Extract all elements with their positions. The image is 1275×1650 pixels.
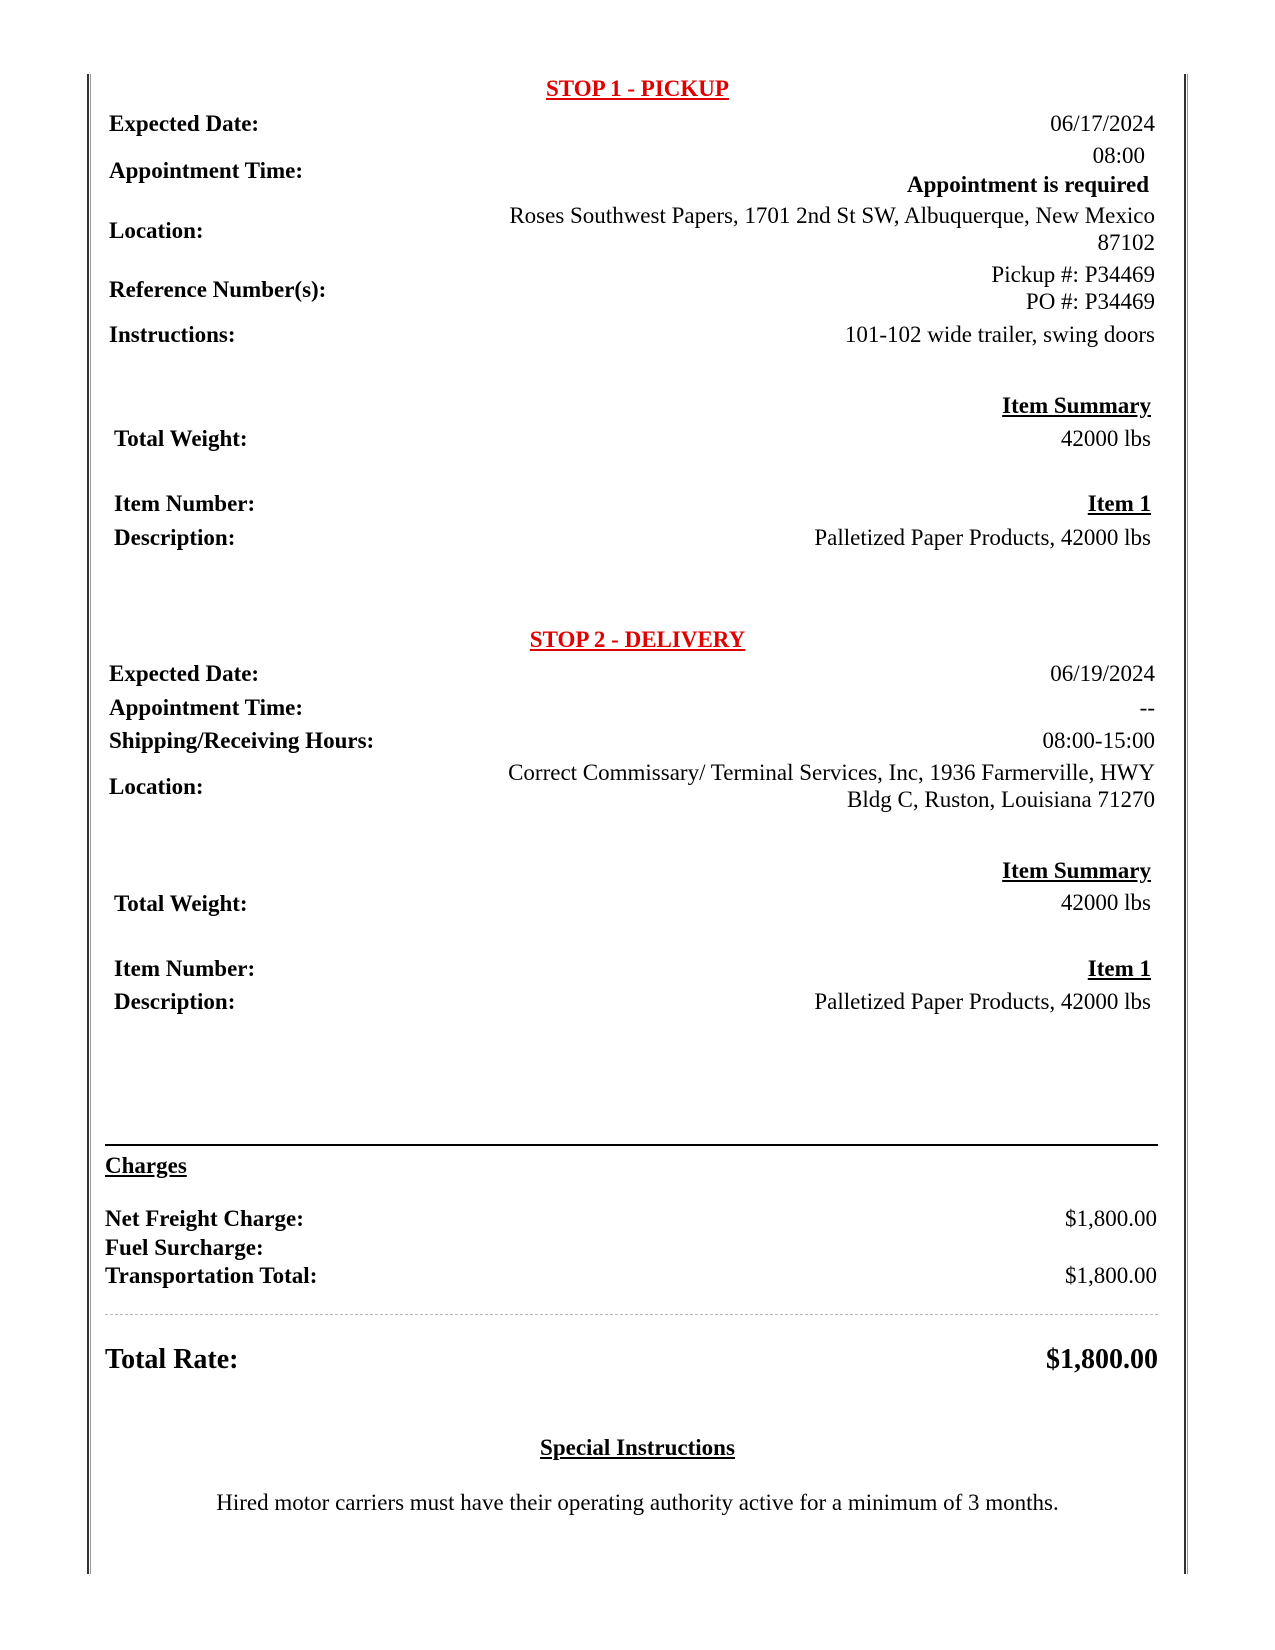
charges-heading: Charges <box>105 1153 187 1178</box>
stop2-expected-date-label: Expected Date: <box>109 661 260 686</box>
stop2-expected-date: 06/19/2024 <box>1050 661 1155 686</box>
stop1-total-weight-label: Total Weight: <box>114 426 248 451</box>
total-rate-value: $1,800.00 <box>1046 1344 1158 1375</box>
stop1-title: STOP 1 - PICKUP <box>546 76 729 101</box>
stop1-location-line2: 87102 <box>1097 230 1155 255</box>
stop2-location-label: Location: <box>109 774 204 799</box>
stop1-item-number-label: Item Number: <box>114 491 256 516</box>
stop1-reference-line2: PO #: P34469 <box>1025 289 1155 314</box>
stop2-description-label: Description: <box>114 989 236 1014</box>
stop2-total-weight-label: Total Weight: <box>114 891 248 916</box>
stop1-description-label: Description: <box>114 525 236 550</box>
fuel-surcharge-label: Fuel Surcharge: <box>105 1235 264 1260</box>
stop1-item-summary-heading: Item Summary <box>1002 393 1151 418</box>
stop2-description: Palletized Paper Products, 42000 lbs <box>814 989 1151 1014</box>
stop2-total-weight: 42000 lbs <box>1060 890 1151 915</box>
stop2-appointment-time-label: Appointment Time: <box>109 695 304 720</box>
charges-divider <box>105 1144 1158 1146</box>
stop1-reference-line1: Pickup #: P34469 <box>991 262 1155 287</box>
stop2-title: STOP 2 - DELIVERY <box>529 627 746 652</box>
stop1-appointment-time: 08:00 <box>1092 143 1145 168</box>
stop2-location-line2: Bldg C, Ruston, Louisiana 71270 <box>847 787 1155 812</box>
stop1-item-number: Item 1 <box>1087 491 1151 516</box>
stop2-hours-label: Shipping/Receiving Hours: <box>109 728 375 753</box>
total-divider <box>105 1314 1158 1315</box>
stop1-expected-date-label: Expected Date: <box>109 111 260 136</box>
stop1-expected-date: 06/17/2024 <box>1050 111 1155 136</box>
stop1-total-weight: 42000 lbs <box>1060 426 1151 451</box>
page-border-left <box>87 74 91 1574</box>
total-rate-label: Total Rate: <box>105 1344 239 1375</box>
transportation-total-label: Transportation Total: <box>105 1263 318 1288</box>
page-border-right <box>1184 74 1188 1574</box>
stop1-reference-label: Reference Number(s): <box>109 277 327 302</box>
net-freight-value: $1,800.00 <box>1065 1206 1157 1231</box>
stop1-appointment-time-label: Appointment Time: <box>109 158 304 183</box>
stop2-item-summary-heading: Item Summary <box>1002 858 1151 883</box>
stop1-appointment-note: Appointment is required <box>907 172 1149 197</box>
special-instructions-heading: Special Instructions <box>540 1435 735 1460</box>
special-instructions-text: Hired motor carriers must have their operating authority active for a minimum of 3 months. <box>216 1490 1059 1515</box>
stop1-location-line1: Roses Southwest Papers, 1701 2nd St SW, Albuquerque, New Mexico <box>509 203 1155 228</box>
stop1-instructions: 101-102 wide trailer, swing doors <box>844 322 1155 347</box>
stop2-location-line1: Correct Commissary/ Terminal Services, Inc, 1936 Farmerville, HWY <box>508 760 1155 785</box>
stop2-appointment-time: -- <box>1139 695 1155 720</box>
stop2-item-number-label: Item Number: <box>114 956 256 981</box>
stop1-description: Palletized Paper Products, 42000 lbs <box>814 525 1151 550</box>
stop2-hours: 08:00-15:00 <box>1042 728 1155 753</box>
transportation-total-value: $1,800.00 <box>1065 1263 1157 1288</box>
stop1-location-label: Location: <box>109 218 204 243</box>
stop1-instructions-label: Instructions: <box>109 322 236 347</box>
net-freight-label: Net Freight Charge: <box>105 1206 304 1231</box>
stop2-item-number: Item 1 <box>1087 956 1151 981</box>
